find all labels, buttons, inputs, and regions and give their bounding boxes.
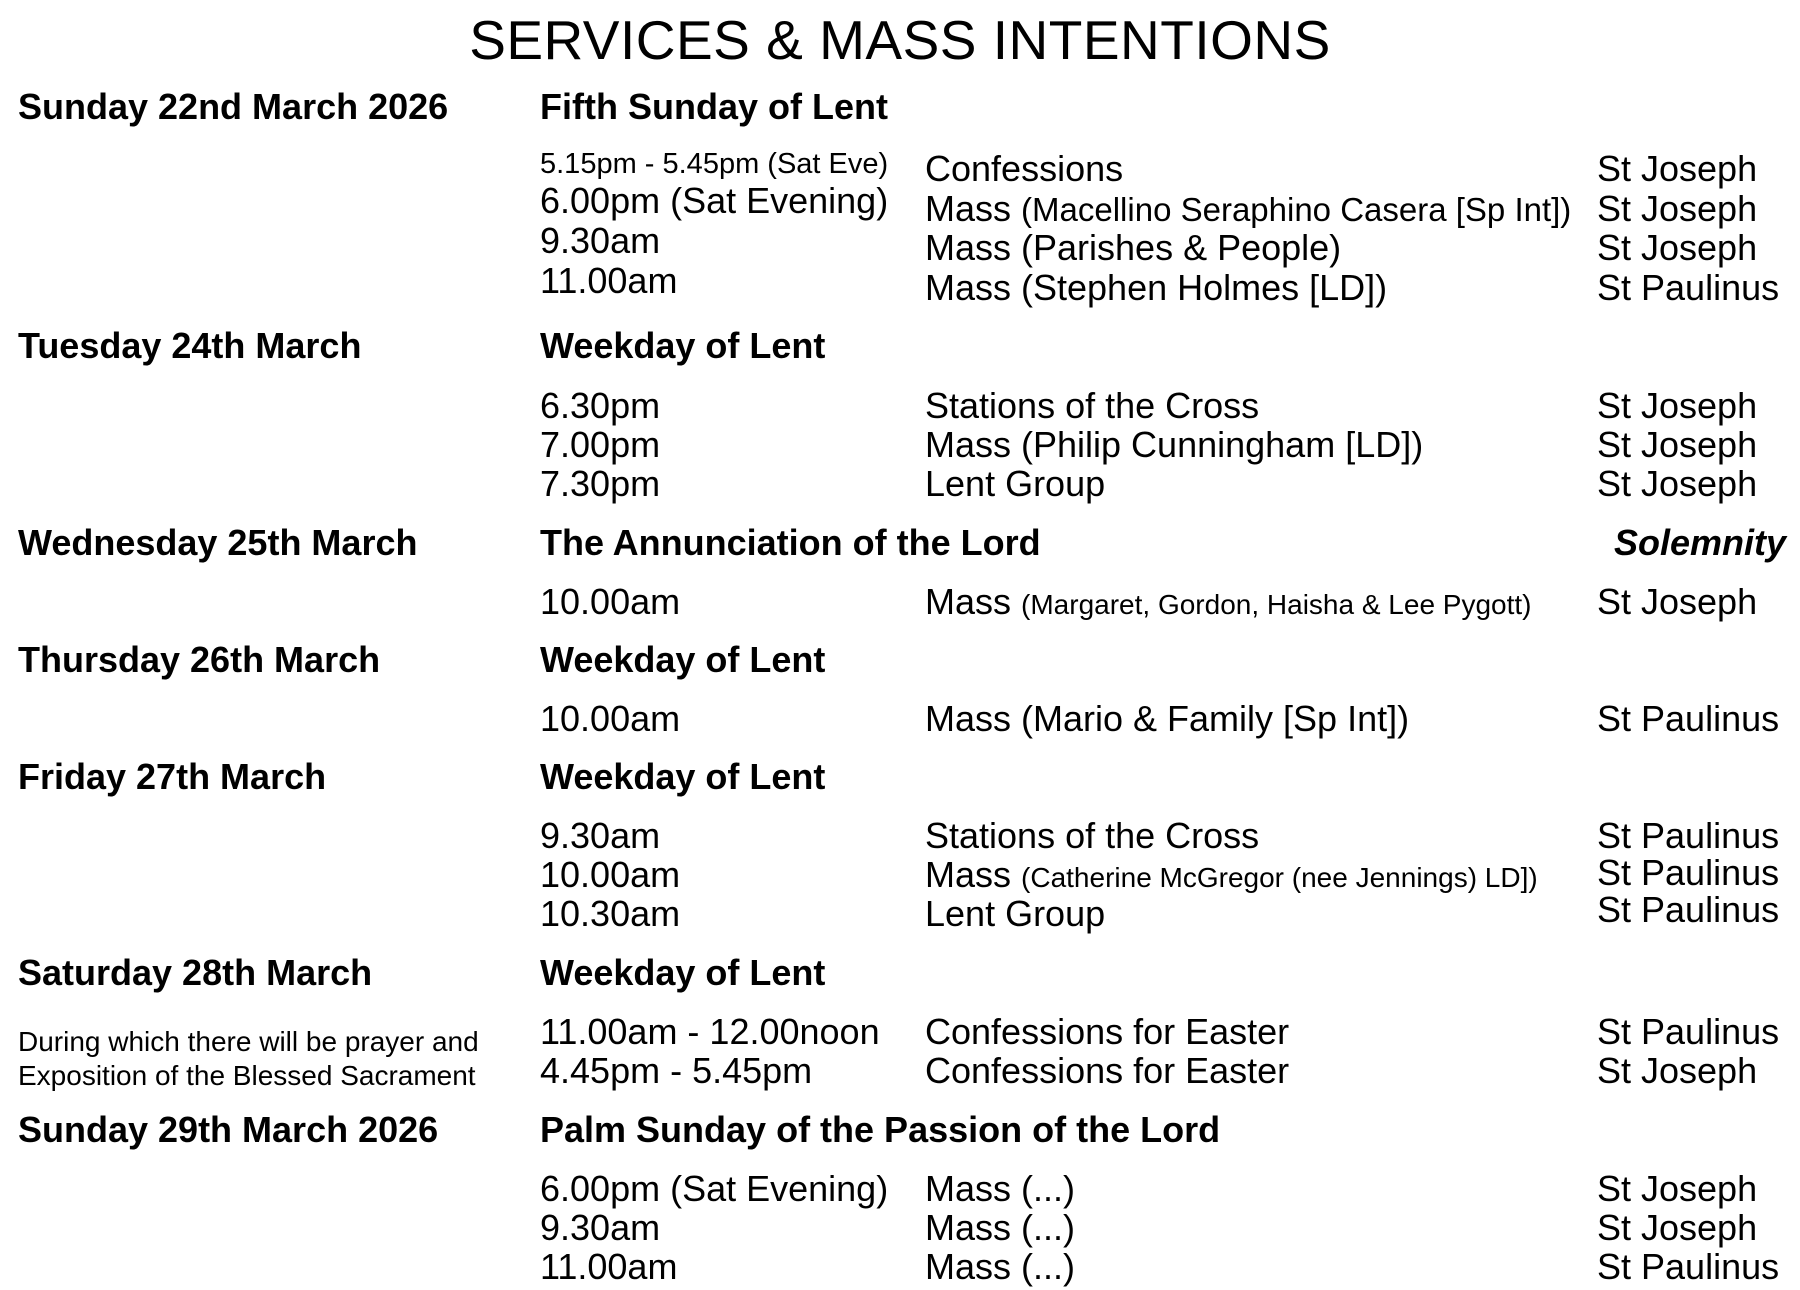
day-heading: Sunday 22nd March 2026: [18, 86, 449, 127]
service-time: 4.45pm - 5.45pm: [540, 1050, 813, 1091]
feast-heading: Palm Sunday of the Passion of the Lord: [540, 1109, 1221, 1150]
mass-intention: (Catherine McGregor (nee Jennings) LD]): [1021, 862, 1538, 893]
service-name: Mass (Philip Cunningham [LD]): [925, 424, 1424, 465]
service-name: [925, 188, 1571, 230]
service-time: 7.00pm: [540, 424, 661, 465]
service-name: Mass (Stephen Holmes [LD]): [925, 267, 1388, 308]
service-name: Confessions for Easter: [925, 1050, 1290, 1091]
service-time: 6.00pm (Sat Evening): [540, 1168, 889, 1209]
service-name: Lent Group: [925, 463, 1106, 504]
service-name: [925, 581, 1532, 623]
service-name: [925, 854, 1538, 896]
service-type: Mass: [925, 854, 1012, 895]
service-time: 6.30pm: [540, 385, 661, 426]
liturgical-rank: Solemnity: [1613, 522, 1786, 563]
service-time: 10.00am: [540, 581, 681, 622]
service-name: Lent Group: [925, 893, 1106, 934]
service-time: 11.00am: [540, 260, 678, 301]
church-name: St Paulinus: [1597, 698, 1780, 739]
day-heading: Tuesday 24th March: [18, 325, 362, 366]
service-name: Mass (Mario & Family [Sp Int]): [925, 698, 1410, 739]
church-name: St Joseph: [1597, 463, 1758, 504]
feast-heading: The Annunciation of the Lord: [540, 522, 1041, 563]
service-name: Stations of the Cross: [925, 815, 1260, 856]
service-time: 6.00pm (Sat Evening): [540, 180, 889, 221]
day-heading: Sunday 29th March 2026: [18, 1109, 439, 1150]
mass-intention: (Macellino Seraphino Casera [Sp Int]): [1021, 191, 1572, 228]
church-name: St Paulinus: [1597, 852, 1780, 893]
service-time: 11.00am - 12.00noon: [540, 1011, 880, 1052]
feast-heading: Weekday of Lent: [540, 756, 826, 797]
church-name: St Paulinus: [1597, 815, 1780, 856]
exposition-note: Exposition of the Blessed Sacrament: [18, 1060, 476, 1091]
service-name: Mass (...): [925, 1168, 1075, 1209]
church-name: St Joseph: [1597, 1168, 1758, 1209]
church-name: St Paulinus: [1597, 1011, 1780, 1052]
service-type: Mass: [925, 188, 1012, 229]
day-heading: Friday 27th March: [18, 756, 327, 797]
service-type: Mass: [925, 581, 1012, 622]
service-time: 7.30pm: [540, 463, 661, 504]
church-name: St Joseph: [1597, 424, 1758, 465]
day-heading: Thursday 26th March: [18, 639, 381, 680]
service-time: 10.00am: [540, 854, 681, 895]
church-name: St Joseph: [1597, 385, 1758, 426]
day-heading: Wednesday 25th March: [18, 522, 418, 563]
service-name: Mass (...): [925, 1207, 1075, 1248]
service-name: Mass (...): [925, 1246, 1075, 1287]
church-name: St Joseph: [1597, 1207, 1758, 1248]
feast-heading: Fifth Sunday of Lent: [540, 86, 888, 127]
page-title: SERVICES & MASS INTENTIONS: [469, 9, 1331, 71]
feast-heading: Weekday of Lent: [540, 639, 826, 680]
service-time: 10.30am: [540, 893, 681, 934]
service-name: Stations of the Cross: [925, 385, 1260, 426]
mass-intention: (Margaret, Gordon, Haisha & Lee Pygott): [1021, 589, 1532, 620]
church-name: St Paulinus: [1597, 267, 1780, 308]
service-time: 9.30am: [540, 815, 661, 856]
service-time: 11.00am: [540, 1246, 678, 1287]
service-name: Mass (Parishes & People): [925, 227, 1342, 268]
service-time: 5.15pm - 5.45pm (Sat Eve): [540, 148, 889, 180]
church-name: St Paulinus: [1597, 889, 1780, 930]
service-time: 9.30am: [540, 220, 661, 261]
day-heading: Saturday 28th March: [18, 952, 373, 993]
church-name: St Joseph: [1597, 148, 1758, 189]
service-name: Confessions for Easter: [925, 1011, 1290, 1052]
exposition-note: During which there will be prayer and: [18, 1026, 479, 1057]
church-name: St Paulinus: [1597, 1246, 1780, 1287]
feast-heading: Weekday of Lent: [540, 952, 826, 993]
service-name: Confessions: [925, 148, 1124, 189]
service-time: 9.30am: [540, 1207, 661, 1248]
church-name: St Joseph: [1597, 188, 1758, 229]
church-name: St Joseph: [1597, 581, 1758, 622]
church-name: St Joseph: [1597, 227, 1758, 268]
service-time: 10.00am: [540, 698, 681, 739]
feast-heading: Weekday of Lent: [540, 325, 826, 366]
church-name: St Joseph: [1597, 1050, 1758, 1091]
